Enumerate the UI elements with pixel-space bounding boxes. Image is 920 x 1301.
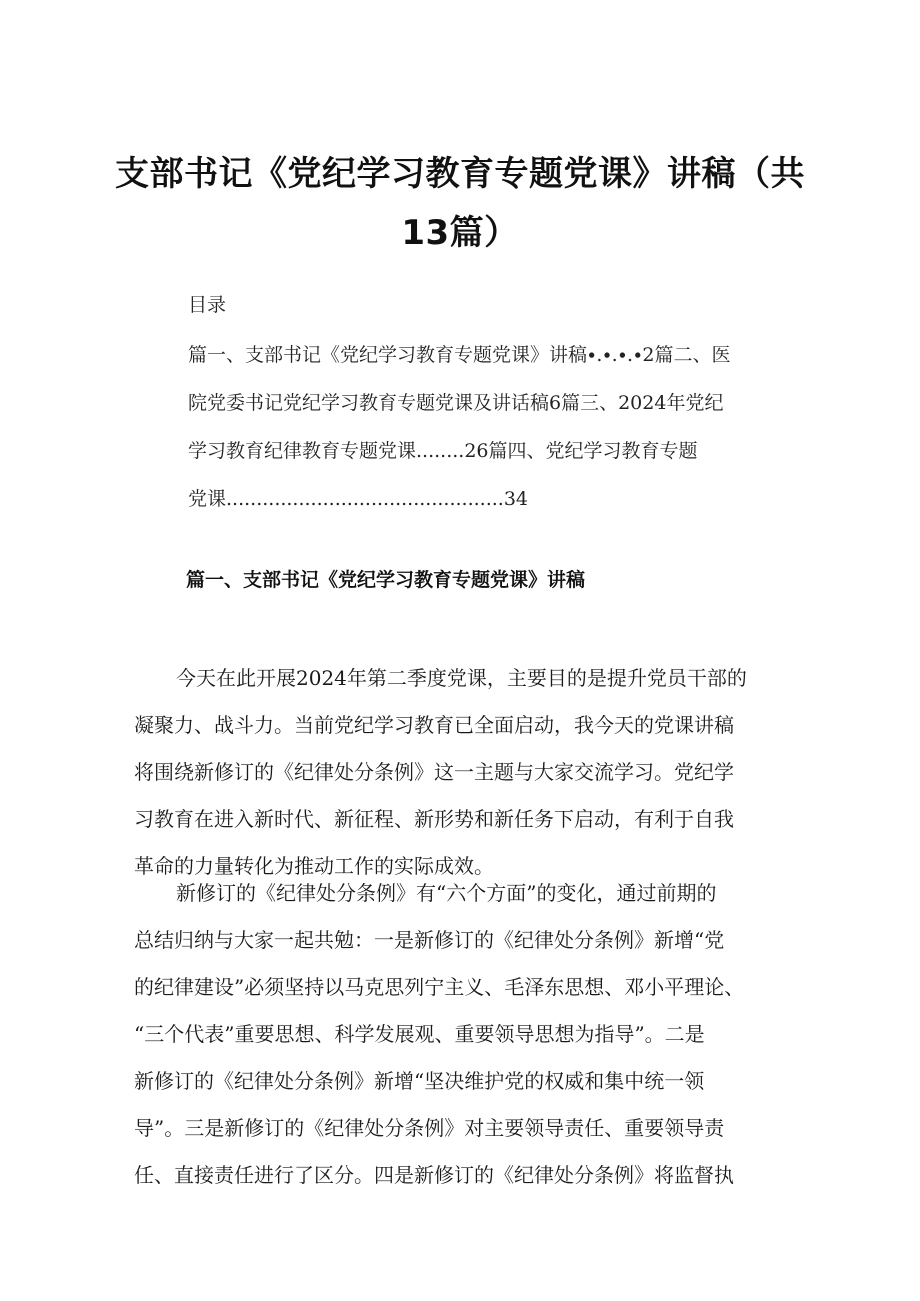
paragraph-line: 新修订的《纪律处分条例》有“六个方面”的变化，通过前期的 — [176, 881, 717, 905]
paragraph-line: 习教育在进入新时代、新征程、新形势和新任务下启动，有利于自我 — [134, 807, 734, 831]
body-paragraph-1 — [134, 655, 794, 890]
paragraph-line: 总结归纳与大家一起共勉：一是新修订的《纪律处分条例》新增“党 — [134, 928, 725, 952]
paragraph-line: 导”。三是新修订的《纪律处分条例》对主要领导责任、重要领导责 — [134, 1116, 725, 1140]
section-title: 篇一、支部书记《党纪学习教育专题党课》讲稿 — [186, 569, 586, 591]
toc-line: 学习教育纪律教育专题党课........26篇四、党纪学习教育专题 — [188, 440, 698, 462]
toc-line: 党课..............................................34 — [188, 488, 528, 510]
paragraph-line: 任、直接责任进行了区分。四是新修订的《纪律处分条例》将监督执 — [134, 1163, 734, 1187]
paragraph-line: 凝聚力、战斗力。当前党纪学习教育已全面启动，我今天的党课讲稿 — [134, 713, 734, 737]
body-paragraph-2 — [134, 870, 794, 1199]
paragraph-line: 今天在此开展2024年第二季度党课，主要目的是提升党员干部的 — [176, 666, 747, 690]
document-title-line-1: 支部书记《党纪学习教育专题党课》讲稿（共 — [115, 154, 805, 194]
paragraph-line: 将围绕新修订的《纪律处分条例》这一主题与大家交流学习。党纪学 — [134, 760, 734, 784]
paragraph-line: 革命的力量转化为推动工作的实际成效。 — [134, 854, 494, 878]
paragraph-line: 新修订的《纪律处分条例》新增“坚决维护党的权威和集中统一领 — [134, 1069, 705, 1093]
toc-heading: 目录 — [188, 294, 227, 316]
toc-line: 院党委书记党纪学习教育专题党课及讲话稿6篇三、2024年党纪 — [188, 392, 724, 414]
paragraph-line: 的纪律建设”必须坚持以马克思列宁主义、毛泽东思想、邓小平理论、 — [134, 975, 745, 999]
toc-line: 篇一、支部书记《党纪学习教育专题党课》讲稿∙.∙.∙.∙2篇二、医 — [188, 344, 731, 366]
document-title-line-2: 13篇） — [401, 213, 519, 253]
paragraph-line: “三个代表”重要思想、科学发展观、重要领导思想为指导”。二是 — [134, 1022, 705, 1046]
